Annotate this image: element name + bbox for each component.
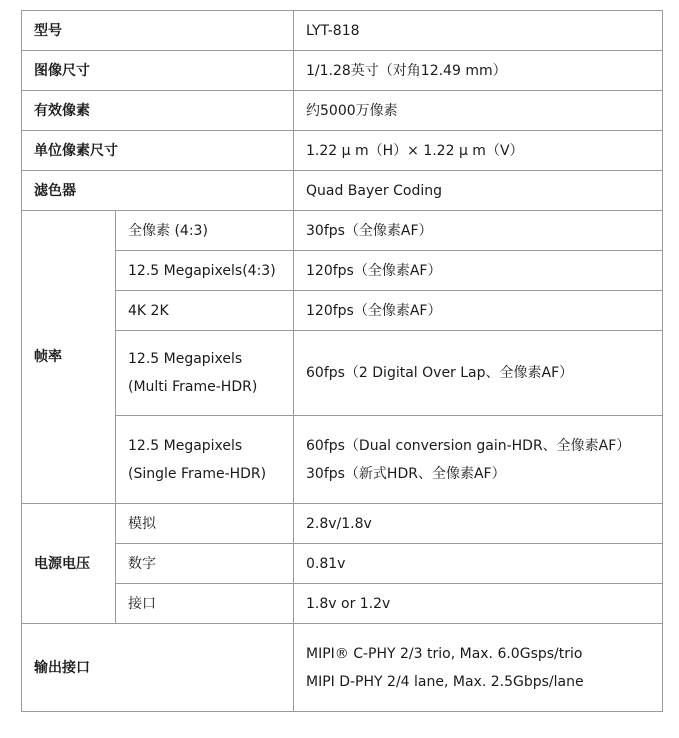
row-label-output-interface: 输出接口 [22,624,294,712]
value-line: 30fps（新式HDR、全像素AF） [306,465,506,482]
row-label-image-size: 图像尺寸 [22,51,294,91]
frame-rate-value: 120fps（全像素AF） [294,291,663,331]
table-row [22,624,663,712]
voltage-value: 1.8v or 1.2v [294,584,663,624]
mode-line: 12.5 Megapixels [128,437,243,454]
mode-line: (Single Frame-HDR) [128,465,267,482]
frame-rate-value: 120fps（全像素AF） [294,251,663,291]
table-row [22,51,663,91]
mode-line: 12.5 Megapixels [128,351,243,367]
spec-table [21,10,663,712]
frame-rate-value [294,416,663,504]
table-row [22,416,663,504]
table-row [22,11,663,51]
row-label-effective-pixels: 有效像素 [22,91,294,131]
row-value-pixel-size: 1.22 μ m（H）× 1.22 μ m（V） [294,131,663,171]
row-value-effective-pixels: 约5000万像素 [294,91,663,131]
value-line: MIPI D-PHY 2/4 lane, Max. 2.5Gbps/lane [306,673,584,690]
table-row [22,331,663,416]
frame-rate-value: 60fps（2 Digital Over Lap、全像素AF） [294,331,663,416]
table-row [22,504,663,544]
value-line: MIPI® C-PHY 2/3 trio, Max. 6.0Gsps/trio [306,645,583,662]
voltage-type: 数字 [116,544,294,584]
frame-rate-mode [116,331,294,416]
frame-rate-mode [116,416,294,504]
row-value-output-interface [294,624,663,712]
frame-rate-value: 30fps（全像素AF） [294,211,663,251]
row-value-model: LYT-818 [294,11,663,51]
group-label-frame-rate: 帧率 [22,211,116,504]
table-row [22,171,663,211]
voltage-type: 模拟 [116,504,294,544]
voltage-value: 2.8v/1.8v [294,504,663,544]
group-label-supply-voltage: 电源电压 [22,504,116,624]
voltage-value: 0.81v [294,544,663,584]
mode-line: (Multi Frame-HDR) [128,379,258,395]
frame-rate-mode: 全像素 (4:3) [116,211,294,251]
voltage-type: 接口 [116,584,294,624]
frame-rate-mode: 4K 2K [116,291,294,331]
row-value-color-filter: Quad Bayer Coding [294,171,663,211]
table-row [22,544,663,584]
frame-rate-mode: 12.5 Megapixels(4:3) [116,251,294,291]
table-row [22,211,663,251]
table-row [22,131,663,171]
row-label-color-filter: 滤色器 [22,171,294,211]
row-label-model: 型号 [22,11,294,51]
table-row [22,251,663,291]
table-row [22,91,663,131]
row-value-image-size: 1/1.28英寸（对角12.49 mm） [294,51,663,91]
table-row [22,291,663,331]
row-label-pixel-size: 单位像素尺寸 [22,131,294,171]
value-line: 60fps（Dual conversion gain-HDR、全像素AF） [306,437,631,454]
table-row [22,584,663,624]
